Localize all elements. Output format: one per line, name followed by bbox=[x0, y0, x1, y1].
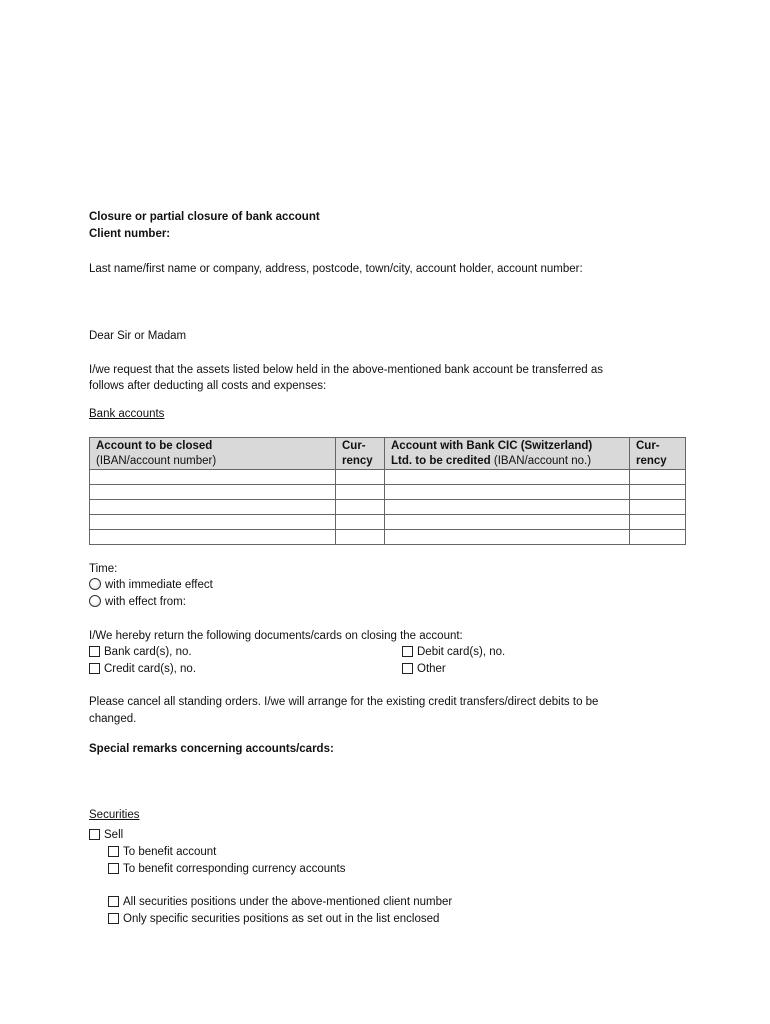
radio-button-icon[interactable] bbox=[89, 578, 101, 590]
request-line-2: follows after deducting all costs and expenses: bbox=[89, 380, 327, 392]
table-row bbox=[90, 515, 686, 530]
account-to-close-cell[interactable] bbox=[90, 515, 336, 530]
header-currency-2 bbox=[630, 438, 686, 470]
checkbox-icon[interactable] bbox=[402, 646, 413, 657]
sell-checkbox[interactable] bbox=[89, 827, 123, 843]
table-row bbox=[90, 500, 686, 515]
header-account-to-close-sub: (IBAN/account number) bbox=[96, 455, 217, 467]
checkbox-icon[interactable] bbox=[89, 663, 100, 674]
table-row bbox=[90, 485, 686, 500]
header-account-to-close-title: Account to be closed bbox=[96, 440, 213, 452]
all-positions-checkbox[interactable] bbox=[108, 894, 452, 910]
securities-heading: Securities bbox=[89, 809, 140, 821]
account-to-close-cell[interactable] bbox=[90, 470, 336, 485]
to-benefit-account-label: To benefit account bbox=[123, 846, 217, 858]
documents-intro: I/We hereby return the following documents/cards on closing the account: bbox=[89, 630, 463, 642]
debit-cards-checkbox[interactable] bbox=[402, 644, 505, 660]
account-to-credit-cell[interactable] bbox=[385, 470, 630, 485]
currency-cell[interactable] bbox=[630, 500, 686, 515]
checkbox-icon[interactable] bbox=[89, 646, 100, 657]
checkbox-icon[interactable] bbox=[108, 846, 119, 857]
checkbox-icon[interactable] bbox=[402, 663, 413, 674]
credit-cards-label: Credit card(s), no. bbox=[104, 663, 197, 675]
header-account-to-credit-sub: (IBAN/account no.) bbox=[490, 455, 592, 467]
account-to-credit-cell[interactable] bbox=[385, 485, 630, 500]
special-remarks-heading: Special remarks concerning accounts/cards: bbox=[89, 743, 334, 755]
currency-cell[interactable] bbox=[630, 530, 686, 545]
time-option-immediate-label: with immediate effect bbox=[105, 579, 213, 591]
other-label: Other bbox=[417, 663, 446, 675]
account-to-close-cell[interactable] bbox=[90, 485, 336, 500]
account-to-credit-cell[interactable] bbox=[385, 530, 630, 545]
time-label: Time: bbox=[89, 563, 118, 575]
table-row bbox=[90, 530, 686, 545]
currency-cell[interactable] bbox=[630, 515, 686, 530]
all-positions-label: All securities positions under the above-mentioned client number bbox=[123, 896, 453, 908]
other-checkbox[interactable] bbox=[402, 661, 446, 677]
salutation: Dear Sir or Madam bbox=[89, 330, 187, 342]
standing-orders-line-2: changed. bbox=[89, 713, 137, 725]
standing-orders-line-1: Please cancel all standing orders. I/we will arrange for the existing credit transfers/direct debits to be bbox=[89, 696, 599, 708]
client-number-label: Client number: bbox=[89, 228, 171, 240]
time-option-from-label: with effect from: bbox=[105, 596, 186, 608]
specific-positions-label: Only specific securities positions as set out in the list enclosed bbox=[123, 913, 440, 925]
bank-accounts-table bbox=[89, 437, 686, 545]
header-account-to-credit-line2: Ltd. to be credited bbox=[391, 455, 491, 467]
time-option-immediate[interactable] bbox=[89, 577, 213, 593]
credit-cards-checkbox[interactable] bbox=[89, 661, 196, 677]
radio-button-icon[interactable] bbox=[89, 595, 101, 607]
checkbox-icon[interactable] bbox=[108, 913, 119, 924]
currency-cell[interactable] bbox=[630, 470, 686, 485]
sell-label: Sell bbox=[104, 829, 124, 841]
specific-positions-checkbox[interactable] bbox=[108, 911, 439, 927]
account-to-close-cell[interactable] bbox=[90, 500, 336, 515]
header-currency-2-line2: rency bbox=[636, 455, 667, 467]
header-currency-1 bbox=[336, 438, 385, 470]
currency-cell[interactable] bbox=[336, 500, 385, 515]
to-benefit-currency-label: To benefit corresponding currency accounts bbox=[123, 863, 346, 875]
bank-cards-label: Bank card(s), no. bbox=[104, 646, 192, 658]
to-benefit-account-checkbox[interactable] bbox=[108, 844, 216, 860]
request-line-1: I/we request that the assets listed below held in the above-mentioned bank account be transferred as bbox=[89, 364, 603, 376]
address-instruction: Last name/first name or company, address, postcode, town/city, account holder, account number: bbox=[89, 263, 583, 275]
header-account-to-credit-line1: Account with Bank CIC (Switzerland) bbox=[391, 440, 593, 452]
to-benefit-currency-checkbox[interactable] bbox=[108, 861, 345, 877]
account-to-close-cell[interactable] bbox=[90, 530, 336, 545]
account-to-credit-cell[interactable] bbox=[385, 500, 630, 515]
header-currency-1-line1: Cur- bbox=[342, 440, 366, 452]
checkbox-icon[interactable] bbox=[89, 829, 100, 840]
table-row bbox=[90, 470, 686, 485]
header-currency-2-line1: Cur- bbox=[636, 440, 660, 452]
header-account-to-credit bbox=[385, 438, 630, 470]
currency-cell[interactable] bbox=[630, 485, 686, 500]
table-header-row bbox=[90, 438, 686, 470]
time-option-from[interactable] bbox=[89, 594, 186, 610]
form-title: Closure or partial closure of bank account bbox=[89, 211, 320, 223]
checkbox-icon[interactable] bbox=[108, 863, 119, 874]
header-account-to-close bbox=[90, 438, 336, 470]
currency-cell[interactable] bbox=[336, 515, 385, 530]
bank-accounts-heading: Bank accounts bbox=[89, 408, 165, 420]
currency-cell[interactable] bbox=[336, 530, 385, 545]
currency-cell[interactable] bbox=[336, 485, 385, 500]
bank-cards-checkbox[interactable] bbox=[89, 644, 192, 660]
checkbox-icon[interactable] bbox=[108, 896, 119, 907]
debit-cards-label: Debit card(s), no. bbox=[417, 646, 506, 658]
currency-cell[interactable] bbox=[336, 470, 385, 485]
header-currency-1-line2: rency bbox=[342, 455, 373, 467]
account-to-credit-cell[interactable] bbox=[385, 515, 630, 530]
